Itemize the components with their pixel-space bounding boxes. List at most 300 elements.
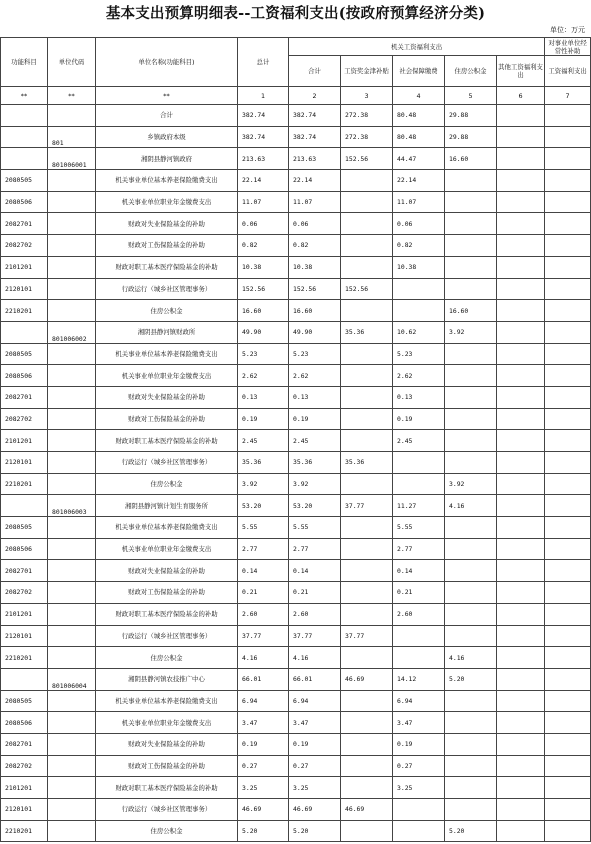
index-cell: ** [96, 87, 238, 105]
subtotal-cell: 22.14 [289, 170, 341, 192]
table-row [1, 755, 591, 777]
housing-cell: 16.60 [445, 300, 497, 322]
unit-name-cell: 机关事业单位基本养老保险缴费支出 [96, 170, 238, 192]
subtotal-cell: 152.56 [289, 278, 341, 300]
table-row [1, 170, 591, 192]
wage-cell: 35.36 [341, 452, 393, 474]
social-cell [393, 278, 445, 300]
table-row [1, 668, 591, 690]
unit-code-cell [48, 256, 96, 278]
subtotal-cell: 3.47 [289, 712, 341, 734]
table-row [1, 126, 591, 148]
subtotal-cell: 37.77 [289, 625, 341, 647]
wage2-cell [545, 191, 591, 213]
housing-cell: 4.16 [445, 647, 497, 669]
housing-cell [445, 755, 497, 777]
total-cell: 2.45 [238, 430, 289, 452]
wage2-cell [545, 603, 591, 625]
wage-cell [341, 300, 393, 322]
housing-cell [445, 452, 497, 474]
unit-name-cell: 财政对工伤保险基金的补助 [96, 582, 238, 604]
social-cell: 11.27 [393, 495, 445, 517]
table-row [1, 235, 591, 257]
other-cell [497, 256, 545, 278]
wage-cell [341, 170, 393, 192]
table-row [1, 582, 591, 604]
budget-table [0, 37, 591, 842]
func-code-cell: 2080506 [1, 191, 48, 213]
wage2-cell [545, 820, 591, 842]
other-cell [497, 560, 545, 582]
total-cell: 382.74 [238, 126, 289, 148]
unit-code-cell: 801 [48, 126, 96, 148]
housing-cell [445, 191, 497, 213]
wage2-cell [545, 560, 591, 582]
other-cell [497, 517, 545, 539]
unit-code-cell [48, 733, 96, 755]
unit-name-cell: 乡镇政府本级 [96, 126, 238, 148]
header-subtotal: 合计 [289, 56, 341, 87]
wage-cell [341, 430, 393, 452]
wage2-cell [545, 343, 591, 365]
other-cell [497, 170, 545, 192]
wage2-cell [545, 582, 591, 604]
unit-code-cell [48, 603, 96, 625]
wage-cell [341, 538, 393, 560]
wage-cell [341, 712, 393, 734]
social-cell [393, 820, 445, 842]
unit-code-cell [48, 625, 96, 647]
housing-cell [445, 430, 497, 452]
other-cell [497, 235, 545, 257]
subtotal-cell: 0.27 [289, 755, 341, 777]
unit-name-cell: 财政对工伤保险基金的补助 [96, 408, 238, 430]
housing-cell [445, 213, 497, 235]
housing-cell [445, 777, 497, 799]
func-code-cell: 2120101 [1, 278, 48, 300]
unit-name-cell: 财政对失业保险基金的补助 [96, 386, 238, 408]
social-cell: 0.82 [393, 235, 445, 257]
table-row [1, 321, 591, 343]
total-cell: 0.27 [238, 755, 289, 777]
total-cell: 49.90 [238, 321, 289, 343]
func-code-cell [1, 148, 48, 170]
social-cell [393, 647, 445, 669]
other-cell [497, 430, 545, 452]
unit-name-cell: 财政对失业保险基金的补助 [96, 733, 238, 755]
social-cell: 80.48 [393, 105, 445, 127]
unit-code-cell [48, 690, 96, 712]
wage2-cell [545, 733, 591, 755]
total-cell: 4.16 [238, 647, 289, 669]
housing-cell [445, 538, 497, 560]
unit-name-cell: 住房公积金 [96, 473, 238, 495]
housing-cell [445, 582, 497, 604]
table-row [1, 213, 591, 235]
housing-cell [445, 690, 497, 712]
unit-code-cell: 801006004 [48, 668, 96, 690]
social-cell: 3.47 [393, 712, 445, 734]
subtotal-cell: 5.23 [289, 343, 341, 365]
housing-cell: 29.88 [445, 126, 497, 148]
total-cell: 0.06 [238, 213, 289, 235]
subtotal-cell: 2.62 [289, 365, 341, 387]
table-row [1, 625, 591, 647]
header-total: 总计 [238, 38, 289, 87]
total-cell: 213.63 [238, 148, 289, 170]
unit-name-cell: 住房公积金 [96, 300, 238, 322]
header-group-agency-wages: 机关工资福利支出 [289, 38, 545, 56]
social-cell: 44.47 [393, 148, 445, 170]
housing-cell [445, 343, 497, 365]
table-row [1, 408, 591, 430]
unit-name-cell: 财政对工伤保险基金的补助 [96, 235, 238, 257]
page-title: 基本支出预算明细表--工资福利支出(按政府预算经济分类) [105, 5, 486, 22]
total-cell: 2.77 [238, 538, 289, 560]
total-cell: 5.55 [238, 517, 289, 539]
social-cell: 5.55 [393, 517, 445, 539]
social-cell: 3.25 [393, 777, 445, 799]
unit-name-cell: 机关事业单位职业年金缴费支出 [96, 191, 238, 213]
wage2-cell [545, 321, 591, 343]
subtotal-cell: 0.19 [289, 408, 341, 430]
wage-cell [341, 343, 393, 365]
total-cell: 10.38 [238, 256, 289, 278]
subtotal-cell: 11.07 [289, 191, 341, 213]
table-row [1, 365, 591, 387]
other-cell [497, 690, 545, 712]
subtotal-cell: 16.60 [289, 300, 341, 322]
wage-cell [341, 517, 393, 539]
housing-cell: 5.20 [445, 820, 497, 842]
func-code-cell: 2080505 [1, 690, 48, 712]
func-code-cell: 2120101 [1, 625, 48, 647]
social-cell [393, 473, 445, 495]
other-cell [497, 473, 545, 495]
other-cell [497, 148, 545, 170]
func-code-cell: 2082702 [1, 755, 48, 777]
other-cell [497, 733, 545, 755]
other-cell [497, 625, 545, 647]
housing-cell: 3.92 [445, 321, 497, 343]
unit-code-cell [48, 235, 96, 257]
social-cell: 0.19 [393, 408, 445, 430]
index-cell: ** [48, 87, 96, 105]
total-cell: 5.23 [238, 343, 289, 365]
unit-code-cell [48, 170, 96, 192]
housing-cell: 4.16 [445, 495, 497, 517]
social-cell: 80.48 [393, 126, 445, 148]
unit-code-cell [48, 300, 96, 322]
total-cell: 0.19 [238, 733, 289, 755]
func-code-cell: 2082702 [1, 582, 48, 604]
unit-name-cell: 湘阴县静河镇政府 [96, 148, 238, 170]
other-cell [497, 799, 545, 821]
social-cell: 2.45 [393, 430, 445, 452]
wage2-cell [545, 235, 591, 257]
table-row [1, 278, 591, 300]
social-cell: 2.60 [393, 603, 445, 625]
unit-code-cell [48, 473, 96, 495]
total-cell: 6.94 [238, 690, 289, 712]
unit-code-cell [48, 538, 96, 560]
table-row [1, 538, 591, 560]
subtotal-cell: 2.77 [289, 538, 341, 560]
wage-cell [341, 365, 393, 387]
housing-cell [445, 560, 497, 582]
func-code-cell [1, 668, 48, 690]
unit-name-cell: 湘阴县静河镇农技推广中心 [96, 668, 238, 690]
total-cell: 5.20 [238, 820, 289, 842]
social-cell: 0.27 [393, 755, 445, 777]
other-cell [497, 755, 545, 777]
table-row [1, 495, 591, 517]
table-row [1, 517, 591, 539]
unit-code-cell [48, 430, 96, 452]
func-code-cell [1, 126, 48, 148]
other-cell [497, 365, 545, 387]
other-cell [497, 321, 545, 343]
header-group-subsidy: 对事业单位经常性补助 [545, 38, 591, 56]
unit-code-cell [48, 452, 96, 474]
total-cell: 66.01 [238, 668, 289, 690]
social-cell: 0.19 [393, 733, 445, 755]
wage2-cell [545, 517, 591, 539]
total-cell: 3.47 [238, 712, 289, 734]
unit-code-cell [48, 105, 96, 127]
table-row [1, 820, 591, 842]
subtotal-cell: 0.19 [289, 733, 341, 755]
func-code-cell: 2082702 [1, 235, 48, 257]
wage2-cell [545, 278, 591, 300]
header-wage: 工资奖金津补贴 [341, 56, 393, 87]
wage-cell [341, 690, 393, 712]
other-cell [497, 668, 545, 690]
subtotal-cell: 3.92 [289, 473, 341, 495]
social-cell [393, 300, 445, 322]
housing-cell [445, 278, 497, 300]
func-code-cell: 2080506 [1, 712, 48, 734]
subtotal-cell: 213.63 [289, 148, 341, 170]
other-cell [497, 538, 545, 560]
table-row [1, 647, 591, 669]
wage-cell [341, 386, 393, 408]
housing-cell [445, 603, 497, 625]
social-cell: 22.14 [393, 170, 445, 192]
subtotal-cell: 0.13 [289, 386, 341, 408]
wage-cell [341, 191, 393, 213]
index-row [1, 87, 591, 105]
wage-cell: 37.77 [341, 625, 393, 647]
unit-name-cell: 机关事业单位基本养老保险缴费支出 [96, 690, 238, 712]
unit-code-cell: 801006003 [48, 495, 96, 517]
unit-name-cell: 财政对职工基本医疗保险基金的补助 [96, 777, 238, 799]
housing-cell: 16.60 [445, 148, 497, 170]
wage-cell: 46.69 [341, 799, 393, 821]
wage-cell [341, 408, 393, 430]
index-cell: 7 [545, 87, 591, 105]
index-cell: 3 [341, 87, 393, 105]
housing-cell [445, 733, 497, 755]
table-row [1, 300, 591, 322]
social-cell: 5.23 [393, 343, 445, 365]
total-cell: 16.60 [238, 300, 289, 322]
wage2-cell [545, 538, 591, 560]
unit-code-cell [48, 278, 96, 300]
wage2-cell [545, 712, 591, 734]
unit-code-cell [48, 213, 96, 235]
header-housing: 住房公积金 [445, 56, 497, 87]
index-cell: 2 [289, 87, 341, 105]
total-cell: 382.74 [238, 105, 289, 127]
func-code-cell: 2120101 [1, 799, 48, 821]
wage-cell: 152.56 [341, 278, 393, 300]
wage2-cell [545, 799, 591, 821]
unit-code-cell [48, 386, 96, 408]
social-cell [393, 452, 445, 474]
other-cell [497, 820, 545, 842]
subtotal-cell: 3.25 [289, 777, 341, 799]
unit-name-cell: 住房公积金 [96, 820, 238, 842]
subtotal-cell: 382.74 [289, 105, 341, 127]
func-code-cell: 2080505 [1, 343, 48, 365]
unit-code-cell: 801006001 [48, 148, 96, 170]
unit-code-cell: 801006002 [48, 321, 96, 343]
social-cell: 6.94 [393, 690, 445, 712]
unit-name-cell: 机关事业单位职业年金缴费支出 [96, 712, 238, 734]
unit-code-cell [48, 560, 96, 582]
wage2-cell [545, 213, 591, 235]
housing-cell [445, 408, 497, 430]
header-other: 其他工资福利支出 [497, 56, 545, 87]
other-cell [497, 582, 545, 604]
unit-name-cell: 湘阴县静河镇计划生育服务所 [96, 495, 238, 517]
other-cell [497, 647, 545, 669]
total-cell: 3.25 [238, 777, 289, 799]
other-cell [497, 191, 545, 213]
table-row [1, 256, 591, 278]
table-row [1, 452, 591, 474]
other-cell [497, 452, 545, 474]
unit-name-cell: 财政对工伤保险基金的补助 [96, 755, 238, 777]
unit-name-cell: 行政运行（城乡社区管理事务） [96, 452, 238, 474]
total-cell: 3.92 [238, 473, 289, 495]
subtotal-cell: 5.55 [289, 517, 341, 539]
header-wage2: 工资福利支出 [545, 56, 591, 87]
social-cell: 14.12 [393, 668, 445, 690]
index-cell: 1 [238, 87, 289, 105]
unit-code-cell [48, 191, 96, 213]
wage-cell: 272.38 [341, 126, 393, 148]
social-cell: 11.07 [393, 191, 445, 213]
housing-cell [445, 170, 497, 192]
wage2-cell [545, 430, 591, 452]
total-cell: 0.21 [238, 582, 289, 604]
wage2-cell [545, 386, 591, 408]
unit-name-cell: 机关事业单位职业年金缴费支出 [96, 365, 238, 387]
social-cell: 0.13 [393, 386, 445, 408]
unit-name-cell: 财政对失业保险基金的补助 [96, 213, 238, 235]
func-code-cell: 2080506 [1, 365, 48, 387]
unit-code-cell [48, 365, 96, 387]
wage-cell [341, 755, 393, 777]
other-cell [497, 105, 545, 127]
subtotal-cell: 382.74 [289, 126, 341, 148]
unit-code-cell [48, 517, 96, 539]
unit-code-cell [48, 755, 96, 777]
wage-cell: 272.38 [341, 105, 393, 127]
table-row [1, 777, 591, 799]
wage2-cell [545, 408, 591, 430]
housing-cell [445, 799, 497, 821]
other-cell [497, 343, 545, 365]
total-cell: 2.60 [238, 603, 289, 625]
table-row [1, 191, 591, 213]
func-code-cell: 2080505 [1, 170, 48, 192]
wage-cell [341, 473, 393, 495]
housing-cell [445, 235, 497, 257]
total-cell: 22.14 [238, 170, 289, 192]
social-cell [393, 625, 445, 647]
func-code-cell: 2210201 [1, 473, 48, 495]
wage2-cell [545, 300, 591, 322]
func-code-cell: 2080506 [1, 538, 48, 560]
func-code-cell: 2082701 [1, 560, 48, 582]
wage-cell: 35.36 [341, 321, 393, 343]
func-code-cell [1, 105, 48, 127]
func-code-cell: 2080505 [1, 517, 48, 539]
unit-code-cell [48, 343, 96, 365]
housing-cell: 5.20 [445, 668, 497, 690]
unit-name-cell: 财政对职工基本医疗保险基金的补助 [96, 603, 238, 625]
wage2-cell [545, 105, 591, 127]
index-cell: 4 [393, 87, 445, 105]
other-cell [497, 777, 545, 799]
total-cell: 53.20 [238, 495, 289, 517]
table-row [1, 712, 591, 734]
index-cell: 5 [445, 87, 497, 105]
func-code-cell: 2101201 [1, 603, 48, 625]
total-cell: 37.77 [238, 625, 289, 647]
wage-cell [341, 582, 393, 604]
subtotal-cell: 53.20 [289, 495, 341, 517]
wage2-cell [545, 668, 591, 690]
other-cell [497, 278, 545, 300]
wage-cell [341, 560, 393, 582]
subtotal-cell: 0.21 [289, 582, 341, 604]
unit-name-cell: 行政运行（城乡社区管理事务） [96, 799, 238, 821]
subtotal-cell: 4.16 [289, 647, 341, 669]
housing-cell [445, 365, 497, 387]
other-cell [497, 408, 545, 430]
social-cell: 0.06 [393, 213, 445, 235]
table-row [1, 560, 591, 582]
unit-name-cell: 合计 [96, 105, 238, 127]
total-cell: 0.14 [238, 560, 289, 582]
total-cell: 2.62 [238, 365, 289, 387]
housing-cell [445, 517, 497, 539]
wage2-cell [545, 777, 591, 799]
unit-code-cell [48, 647, 96, 669]
wage2-cell [545, 690, 591, 712]
wage-cell: 46.69 [341, 668, 393, 690]
index-cell: 6 [497, 87, 545, 105]
housing-cell [445, 256, 497, 278]
table-row [1, 799, 591, 821]
total-cell: 0.19 [238, 408, 289, 430]
social-cell: 2.62 [393, 365, 445, 387]
unit-code-cell [48, 777, 96, 799]
